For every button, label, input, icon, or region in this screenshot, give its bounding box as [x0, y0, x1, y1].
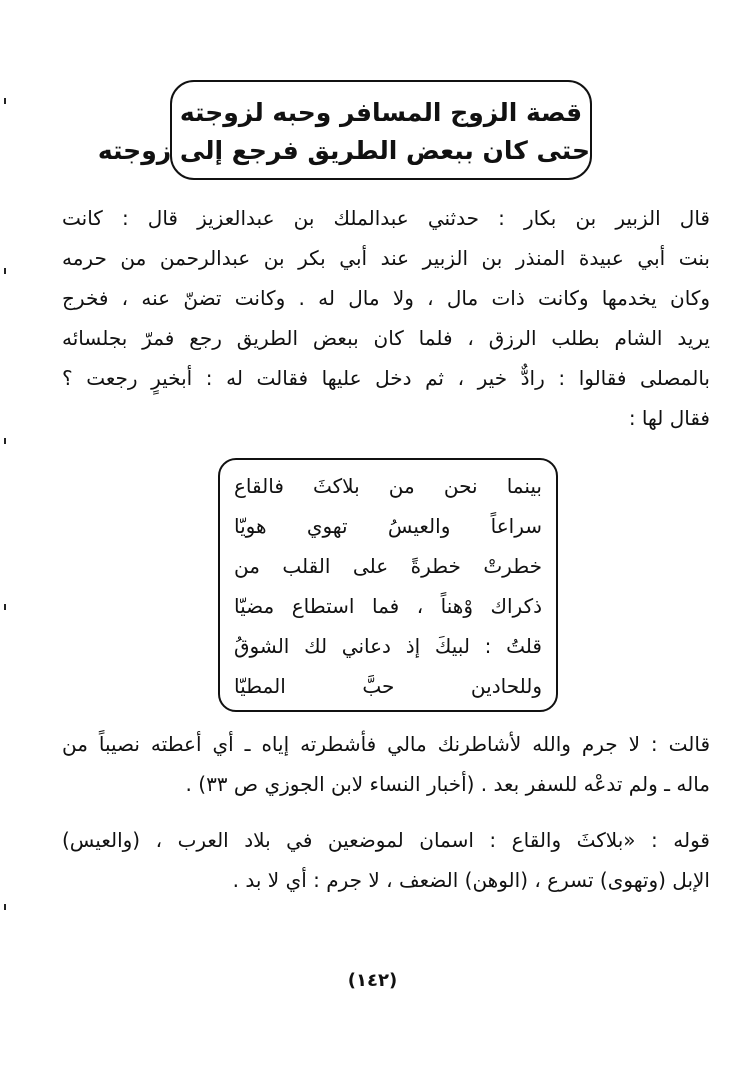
poem-box — [218, 458, 558, 712]
page-number: (١٤٢) — [347, 970, 398, 991]
chapter-title-line-1: قصة الزوج المسافر وحبه لزوجته — [179, 98, 583, 127]
chapter-title-box — [97, 80, 592, 180]
margin-mark — [4, 268, 6, 274]
poem-line: سراعاً والعيسُ تهوي هويّا — [234, 514, 542, 538]
intro-paragraph — [62, 198, 710, 438]
notes-paragraph — [62, 820, 710, 900]
intro-line: قال الزبير بن بكار : حدثني عبدالملك بن عبدالعزيز قال : كانت — [62, 206, 710, 230]
intro-line: فقال لها : — [628, 406, 710, 430]
intro-line: بنت أبي عبيدة المنذر بن الزبير عند أبي بكر بن عبدالرحمن من حرمه — [62, 246, 710, 270]
poem-line: خطرتْ خطرةً على القلب من — [234, 554, 542, 578]
poem-line: قلتُ : لبيكَ إذ دعاني لك الشوقُ — [234, 634, 542, 658]
intro-line: وكان يخدمها وكانت ذات مال ، ولا مال له . وكانت تضنّ عنه ، فخرج — [62, 286, 710, 310]
margin-mark — [4, 904, 6, 910]
margin-mark — [4, 604, 6, 610]
poem-line: وللحادين حبَّ المطيّا — [234, 674, 542, 698]
intro-line: بالمصلى فقالوا : رادٌّ خير ، ثم دخل عليها فقالت له : أبخيرٍ رجعت ؟ — [62, 366, 710, 390]
intro-line: يريد الشام بطلب الرزق ، فلما كان ببعض الطريق رجع فمرّ بجلسائه — [62, 326, 710, 350]
notes-line: الإبل (وتهوى) تسرع ، (الوهن) الضعف ، لا جرم : أي لا بد . — [232, 868, 710, 892]
margin-mark — [4, 438, 6, 444]
chapter-title-line-2: حتى كان ببعض الطريق فرجع إلى زوجته — [97, 136, 590, 165]
margin-mark — [4, 98, 6, 104]
conclusion-line: قالت : لا جرم والله لأشاطرنك مالي فأشطرته إياه ـ أي أعطته نصيباً من — [62, 732, 710, 756]
conclusion-paragraph — [62, 724, 710, 804]
notes-line: قوله : «بلاكثَ والقاع : اسمان لموضعين في بلاد العرب ، (والعيس) — [62, 828, 710, 852]
conclusion-line: ماله ـ ولم تدعْه للسفر بعد . (أخبار النساء لابن الجوزي ص ٣٣) . — [185, 772, 710, 796]
poem-line: بينما نحن من بلاكثَ فالقاع — [234, 474, 542, 498]
poem-line: ذكراك وْهناً ، فما استطاع مضيّا — [234, 594, 542, 618]
